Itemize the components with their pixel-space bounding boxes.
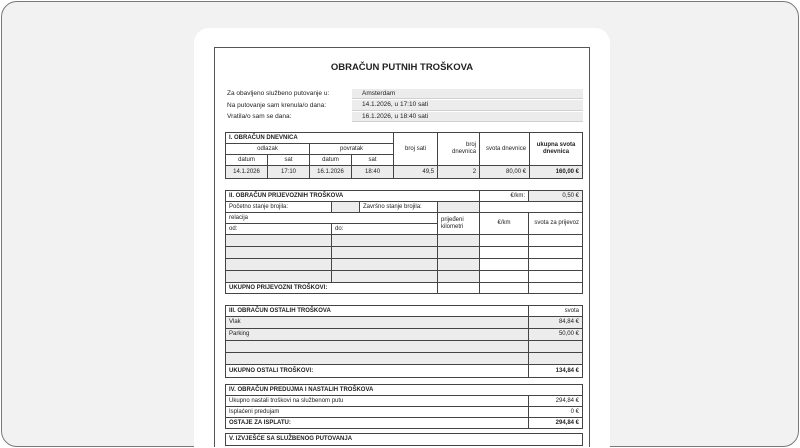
departure-field[interactable]: 14.1.2026, u 17:10 sati [352, 100, 583, 111]
info-label: Vratila/o sam se dana: [227, 113, 292, 121]
km-cell[interactable] [438, 235, 480, 247]
amount-cell [529, 259, 583, 271]
cell: 2 [438, 166, 480, 179]
from-cell[interactable] [226, 271, 332, 283]
rate-cell [480, 271, 529, 283]
section-title: I. OBRAČUN DNEVNICA [226, 133, 394, 144]
cost-name[interactable] [226, 353, 529, 365]
table-row [226, 271, 583, 283]
cost-value[interactable]: 50,00 € [529, 329, 583, 341]
table-row [226, 341, 583, 353]
table-row [226, 317, 583, 329]
col-header: odlazak [226, 144, 310, 155]
km-cell[interactable] [438, 259, 480, 271]
document-page [214, 47, 590, 447]
cost-name[interactable]: Parking [226, 329, 529, 341]
trip-info [227, 88, 583, 123]
col-header: sat [268, 155, 310, 166]
cell[interactable]: 16.1.2026 [310, 166, 352, 179]
per-diem-table [225, 132, 583, 179]
col-header: relacija [226, 213, 438, 224]
cell: 49,5 [394, 166, 438, 179]
section-title: III. OBRAČUN OSTALIH TROŠKOVA [226, 306, 529, 317]
cost-name[interactable] [226, 341, 529, 353]
from-cell[interactable] [226, 235, 332, 247]
table-row [226, 396, 583, 407]
table-row [226, 353, 583, 365]
destination-field[interactable]: Amsterdam [352, 89, 583, 100]
cost-name[interactable]: Vlak [226, 317, 529, 329]
col-header: ukupna svota dnevnica [530, 133, 583, 166]
table-row [226, 247, 583, 259]
col-header: prijeđeni kilometri [438, 213, 480, 235]
col-header: sat [352, 155, 394, 166]
col-header: datum [310, 155, 352, 166]
start-odometer-field[interactable] [332, 202, 360, 213]
advance-table [225, 384, 583, 429]
col-header: od: [226, 224, 332, 235]
info-row [227, 88, 583, 100]
cell[interactable]: 14.1.2026 [226, 166, 268, 179]
col-header: svota za prijevoz [529, 213, 583, 235]
blank-cell [480, 202, 583, 213]
cost-value[interactable] [529, 341, 583, 353]
cost-value[interactable]: 84,84 € [529, 317, 583, 329]
total-value: 134,84 € [529, 365, 583, 378]
table-row [226, 259, 583, 271]
col-header: €/km [480, 213, 529, 235]
cell[interactable]: 17:10 [268, 166, 310, 179]
cell: 80,00 € [480, 166, 530, 179]
col-header: broj dnevnica [438, 133, 480, 166]
total-label: UKUPNO OSTALI TROŠKOVI: [226, 365, 529, 378]
total-rate-cell [480, 283, 529, 294]
col-header: do: [332, 224, 438, 235]
section-title: V. IZVJEŠĆE SA SLUŽBENOG PUTOVANJA [226, 434, 583, 446]
section-title: IV. OBRAČUN PREDUJMA I NASTALIH TROŠKOVA [226, 385, 583, 396]
row-label: Isplaćeni predujam [226, 407, 529, 418]
amount-cell [529, 235, 583, 247]
total-label: UKUPNO PRIJEVOZNI TROŠKOVI: [226, 283, 438, 294]
row-label: Ukupno nastali troškovi na službenom putu [226, 396, 529, 407]
start-odometer-label: Početno stanje brojila: [226, 202, 332, 213]
amount-cell [529, 247, 583, 259]
table-row [226, 329, 583, 341]
rate-cell [480, 259, 529, 271]
document-card [194, 28, 610, 448]
from-cell[interactable] [226, 247, 332, 259]
amount-cell [529, 271, 583, 283]
rate-label: €/km: [480, 191, 529, 202]
cell: 160,00 € [530, 166, 583, 179]
end-odometer-label: Završno stanje brojila: [360, 202, 438, 213]
km-cell[interactable] [438, 247, 480, 259]
row-value[interactable]: 0 € [529, 407, 583, 418]
page-title: OBRAČUN PUTNIH TROŠKOVA [330, 62, 474, 73]
transport-table [225, 190, 583, 294]
to-cell[interactable] [332, 235, 438, 247]
table-row [226, 407, 583, 418]
rate-cell [480, 235, 529, 247]
cost-value[interactable] [529, 353, 583, 365]
info-label: Na putovanje sam krenula/o dana: [227, 101, 327, 109]
to-cell[interactable] [332, 247, 438, 259]
info-label: Za obavljeno službeno putovanje u: [227, 90, 330, 98]
report-table [225, 433, 583, 446]
end-odometer-field[interactable] [438, 202, 480, 213]
col-header: svota dnevnice [480, 133, 530, 166]
window-frame [1, 1, 799, 447]
other-costs-table [225, 305, 583, 378]
col-header: svota [529, 306, 583, 317]
info-row [227, 100, 583, 112]
km-cell[interactable] [438, 271, 480, 283]
section-title: II. OBRAČUN PRIJEVOZNIH TROŠKOVA [226, 191, 480, 202]
to-cell[interactable] [332, 259, 438, 271]
total-label: OSTAJE ZA ISPLATU: [226, 418, 529, 429]
rate-cell [480, 247, 529, 259]
cell[interactable]: 18:40 [352, 166, 394, 179]
table-row [226, 235, 583, 247]
total-km-cell [438, 283, 480, 294]
col-header: datum [226, 155, 268, 166]
from-cell[interactable] [226, 259, 332, 271]
to-cell[interactable] [332, 271, 438, 283]
row-value: 294,84 € [529, 396, 583, 407]
return-field[interactable]: 16.1.2026, u 18:40 sati [352, 112, 583, 123]
total-amount-cell [529, 283, 583, 294]
rate-field[interactable]: 0,50 € [529, 191, 583, 202]
info-row [227, 111, 583, 123]
col-header: povratak [310, 144, 394, 155]
total-value: 294,84 € [529, 418, 583, 429]
col-header: broj sati [394, 133, 438, 166]
